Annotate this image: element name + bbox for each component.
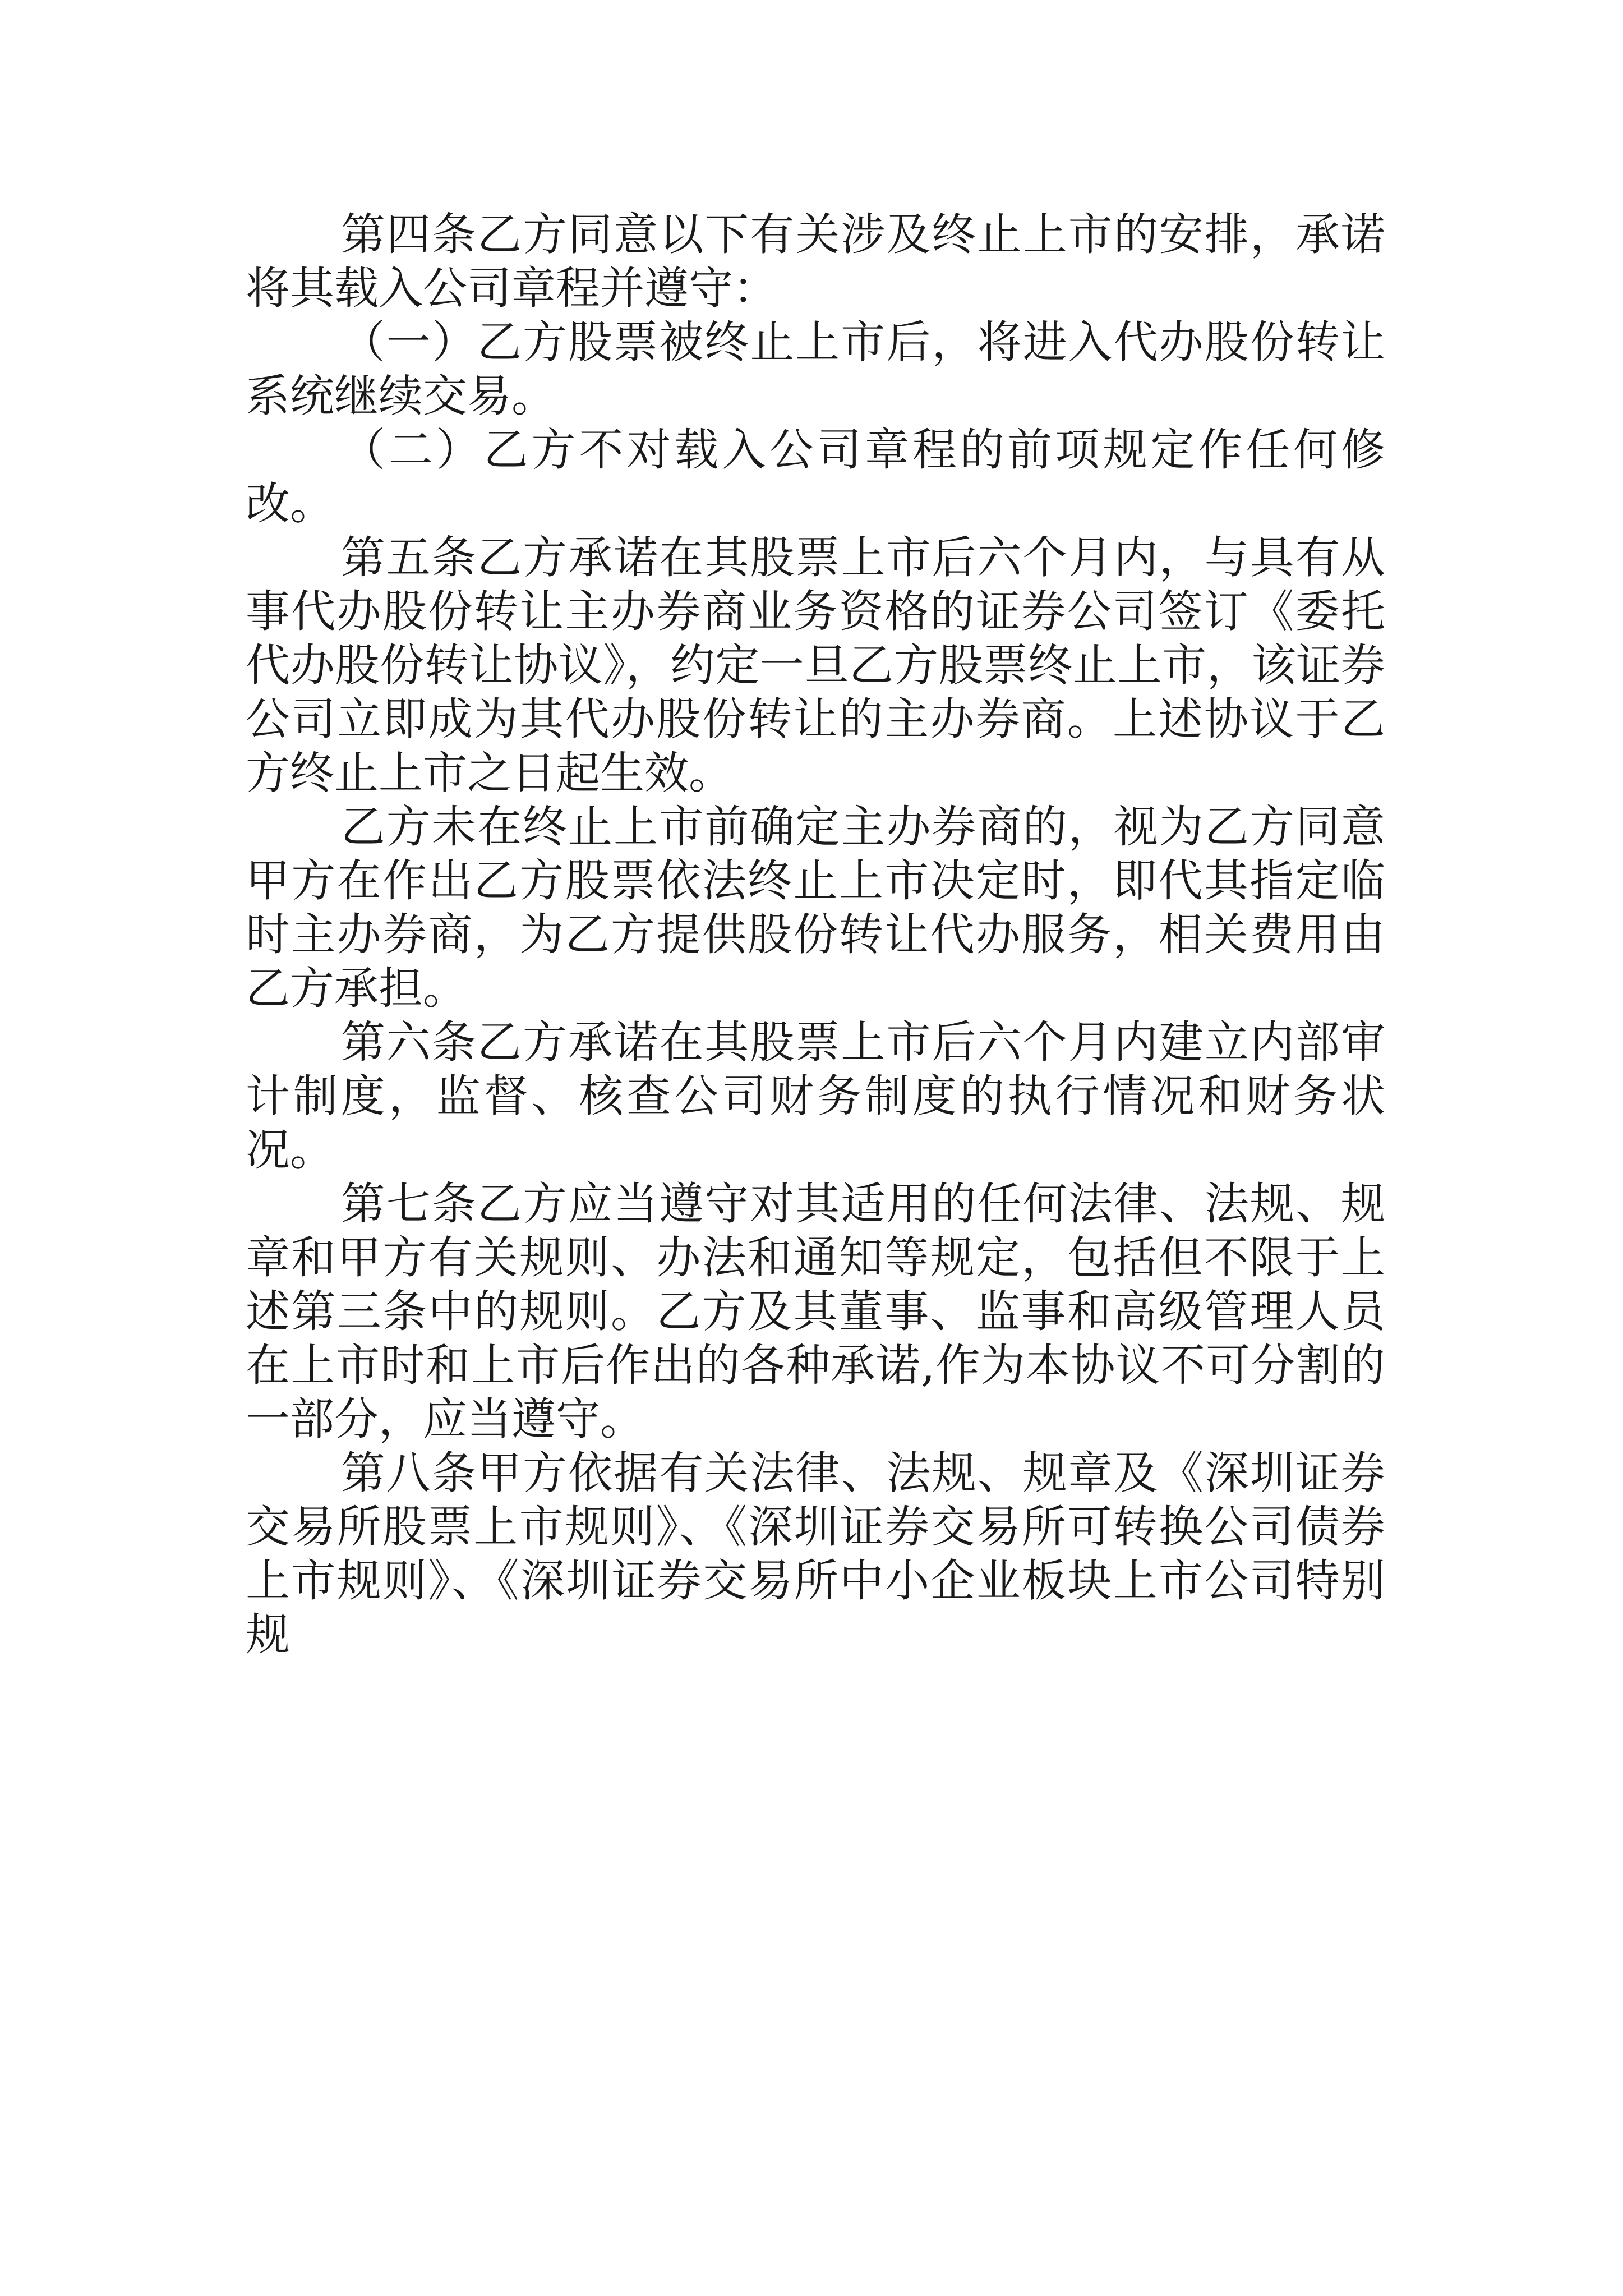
paragraph-article-8: 第八条甲方依据有关法律、法规、规章及《深圳证券交易所股票上市规则》、《深圳证券交易所可转换公司债券上市规则》、《深圳证券交易所中小企业板块上市公司特别规 <box>246 1447 1385 1660</box>
document-body <box>246 208 1385 1662</box>
paragraph-article-7: 第七条乙方应当遵守对其适用的任何法律、法规、规章和甲方有关规则、办法和通知等规定，包括但不限于上述第三条中的规则。乙方及其董事、监事和高级管理人员在上市时和上市后作出的各种承诺,作为本协议不可分割的一部分，应当遵守。 <box>246 1178 1385 1445</box>
paragraph-article-4: 第四条乙方同意以下有关涉及终止上市的安排，承诺将其载入公司章程并遵守： <box>246 209 1385 314</box>
paragraph-item-1: （一）乙方股票被终止上市后，将进入代办股份转让系统继续交易。 <box>246 316 1385 422</box>
paragraph-article-5: 第五条乙方承诺在其股票上市后六个月内，与具有从事代办股份转让主办券商业务资格的证券公司签订《委托代办股份转让协议》，约定一旦乙方股票终止上市，该证券公司立即成为其代办股份转让的主办券商。上述协议于乙方终止上市之日起生效。 <box>246 532 1385 799</box>
paragraph-article-6: 第六条乙方承诺在其股票上市后六个月内建立内部审计制度，监督、核查公司财务制度的执行情况和财务状况。 <box>246 1016 1385 1176</box>
paragraph-article-5-supplement: 乙方未在终止上市前确定主办券商的，视为乙方同意甲方在作出乙方股票依法终止上市决定时，即代其指定临时主办券商，为乙方提供股份转让代办服务，相关费用由乙方承担。 <box>246 801 1385 1014</box>
paragraph-item-2: （二）乙方不对载入公司章程的前项规定作任何修改。 <box>246 424 1385 530</box>
